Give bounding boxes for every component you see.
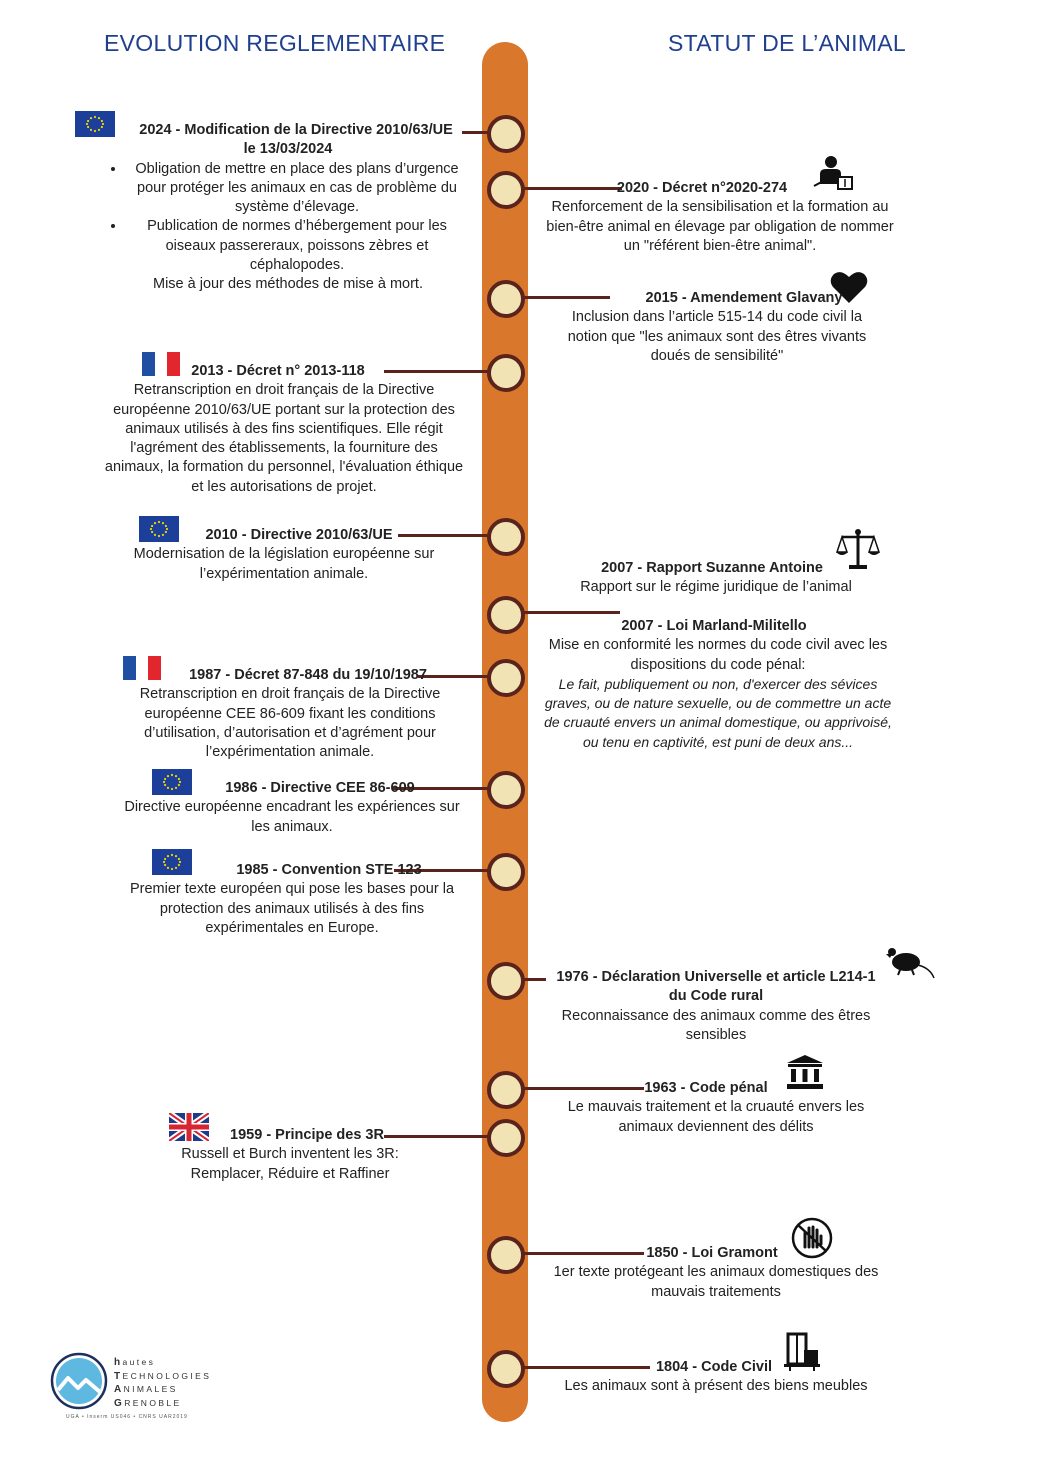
entry-1976 — [546, 968, 886, 1045]
entry-2007-loi — [542, 617, 894, 752]
timeline-node-2013 — [487, 354, 525, 392]
entry-title: 2010 - Directive 2010/63/UE — [205, 527, 393, 543]
entry-2007-rapport — [556, 559, 876, 598]
entry-1986 — [120, 779, 464, 837]
connector-2007 — [524, 611, 620, 614]
timeline-node-1987 — [487, 659, 525, 697]
logo-letter: G — [114, 1397, 125, 1409]
bullet-item: • Obligation de mettre en place des plans d’urgence pour protéger les animaux en cas de problème du système d’élevage. — [126, 160, 468, 218]
entry-body: Inclusion dans l’article 515-14 du code civil la notion que "les animaux sont des êtres vivants doués de sensibilité" — [567, 309, 867, 364]
entry-body: Remplacer, Réduire et Raffiner — [190, 1165, 390, 1182]
entry-2010 — [112, 526, 456, 584]
logo-word: autes — [122, 1357, 156, 1367]
entry-title: 1959 - Principe des 3R — [230, 1127, 384, 1143]
timeline-node-1850 — [487, 1236, 525, 1274]
timeline-node-1976 — [487, 962, 525, 1000]
right-column-title: STATUT DE L’ANIMAL — [668, 30, 907, 56]
htag-logo-icon — [50, 1352, 108, 1410]
timeline-node-1963 — [487, 1071, 525, 1109]
logo-letter: T — [114, 1370, 123, 1382]
timeline-node-1985 — [487, 853, 525, 891]
logo-subtitle: UGA • Inserm US046 • CNRS UAR2019 — [66, 1414, 188, 1420]
entry-1959 — [160, 1126, 420, 1184]
entry-quote: Le fait, publiquement ou non, d'exercer des sévices graves, ou de nature sexuelle, ou de commettre un acte de cruauté envers un animal domestique, ou apprivoisé, ou tenu en captivité, est puni de deux ans... — [544, 675, 892, 750]
entry-1987 — [120, 666, 460, 762]
entry-title: 1963 - Code pénal — [644, 1080, 768, 1096]
entry-body: Renforcement de la sensibilisation et la formation au bien-être animal en élevage par obligation de nommer un "référent bien-être animal". — [546, 199, 894, 254]
timeline-node-1804 — [487, 1350, 525, 1388]
entry-1804 — [556, 1358, 876, 1397]
timeline-node-2007 — [487, 596, 525, 634]
entry-body: 1er texte protégeant les animaux domestiques des mauvais traitements — [553, 1264, 879, 1300]
entry-body: Mise en conformité les normes du code civil avec les dispositions du code pénal: — [548, 637, 888, 673]
timeline-node-2020 — [487, 171, 525, 209]
entry-body: Le mauvais traitement et la cruauté envers les animaux deviennent des délits — [567, 1099, 865, 1135]
entry-title: 2024 - Modification de la Directive 2010/63/UE — [139, 122, 453, 138]
entry-2020 — [546, 179, 894, 256]
entry-body: Rapport sur le régime juridique de l’animal — [580, 579, 852, 596]
timeline-spine — [482, 42, 528, 1422]
logo-letter: h — [114, 1357, 123, 1368]
entry-body: Russell et Burch inventent les 3R: — [181, 1146, 399, 1163]
entry-title: 2007 - Loi Marland-Militello — [621, 618, 807, 634]
entry-body: Premier texte européen qui pose les bases pour la protection des animaux utilisés à des fins expérimentales en Europe. — [129, 881, 455, 936]
logo-word: ECHNOLOGIES — [122, 1370, 212, 1381]
bullet-item: • Publication de normes d’hébergement pour les oiseaux passereraux, poissons zèbres et céphalopodes. — [126, 217, 468, 275]
entry-1963 — [556, 1079, 876, 1137]
entry-2015 — [554, 289, 880, 366]
timeline-node-1959 — [487, 1119, 525, 1157]
entry-title: 2013 - Décret n° 2013-118 — [191, 363, 365, 379]
entry-1850 — [546, 1244, 886, 1302]
entry-body: Retranscription en droit français de la Directive européenne CEE 86-609 fixant les conditions d’utilisation, d’autorisation et d’agrément pour l’expérimentation animale. — [139, 686, 441, 761]
logo-word: NIMALES — [123, 1384, 178, 1394]
entry-title: 1850 - Loi Gramont — [646, 1245, 778, 1261]
entry-2024 — [108, 121, 468, 295]
entry-body: Directive européenne encadrant les expériences sur les animaux. — [124, 799, 460, 835]
timeline-node-2024 — [487, 115, 525, 153]
entry-title: 1987 - Décret 87-848 du 19/10/1987 — [189, 667, 427, 683]
entry-title: 1985 - Convention STE 123 — [236, 862, 422, 878]
logo-letter: A — [114, 1384, 124, 1395]
entry-body: Reconnaissance des animaux comme des êtres sensibles — [561, 1007, 871, 1043]
entry-title: 1976 - Déclaration Universelle et article L214-1 du Code rural — [556, 969, 876, 1005]
timeline-node-2010 — [487, 518, 525, 556]
entry-1985 — [112, 861, 472, 938]
entry-bullets — [108, 160, 468, 276]
timeline-node-2015 — [487, 280, 525, 318]
entry-title-line2: le 13/03/2024 — [243, 141, 333, 158]
entry-body: Les animaux sont à présent des biens meubles — [564, 1378, 868, 1395]
entry-body: Mise à jour des méthodes de mise à mort. — [153, 276, 423, 293]
entry-body: Retranscription en droit français de la Directive européenne 2010/63/UE portant sur la protection des animaux utilisés à des fins scientifiques. Elle régit l'agrément des établissements, la fourniture des animaux, la formation du personnel, l'évaluation éthique et les autorisations de projet. — [104, 382, 464, 495]
entry-title: 2020 - Décret n°2020-274 — [616, 180, 788, 196]
connector-1976 — [524, 978, 546, 981]
entry-title: 1804 - Code Civil — [655, 1359, 773, 1375]
entry-title: 2007 - Rapport Suzanne Antoine — [601, 560, 823, 576]
logo-wordmark — [114, 1356, 211, 1410]
entry-body: Modernisation de la législation européenne sur l’expérimentation animale. — [133, 546, 435, 582]
logo-word: RENOBLE — [124, 1397, 182, 1408]
entry-2013 — [102, 362, 466, 497]
rat-icon — [886, 942, 936, 982]
timeline-node-1986 — [487, 771, 525, 809]
entry-title: 2015 - Amendement Glavany — [645, 290, 843, 306]
entry-title: 1986 - Directive CEE 86-609 — [225, 780, 415, 796]
left-column-title: EVOLUTION REGLEMENTAIRE — [104, 30, 446, 56]
